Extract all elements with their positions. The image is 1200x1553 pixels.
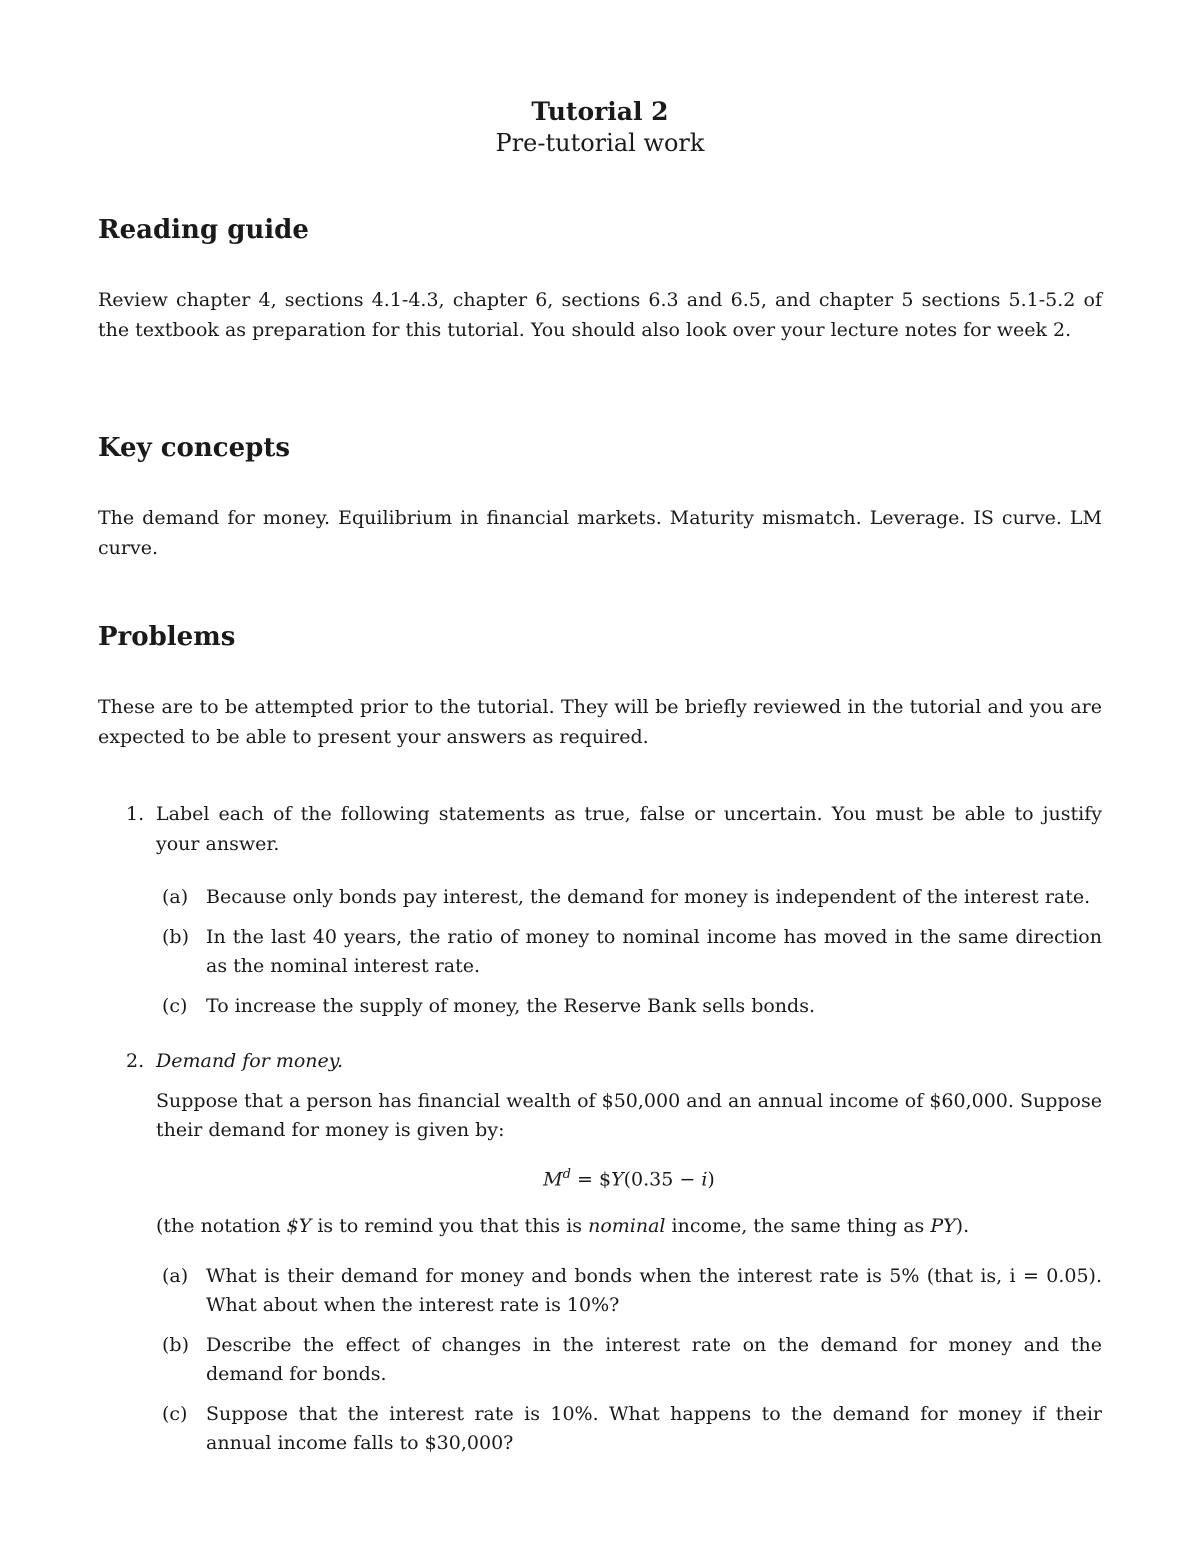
note-text: income, the same thing as <box>665 1215 931 1238</box>
problem-2-body <box>98 1087 1102 1146</box>
note-text: (the notation <box>156 1215 287 1238</box>
notation-note <box>98 1212 1102 1242</box>
equation-superscript: d <box>562 1166 571 1182</box>
part-text: Because only bonds pay interest, the demand for money is independent of the interest rate. <box>206 886 1091 908</box>
problem-2-title: Demand for money. <box>156 1050 344 1072</box>
problem-1-part-b <box>98 923 1102 982</box>
note-symbol: $Y <box>286 1215 312 1238</box>
equation-mid: (0.35 − <box>623 1167 702 1190</box>
note-text: ). <box>955 1215 970 1238</box>
note-symbol: PY <box>930 1215 956 1238</box>
part-text: In the last 40 years, the ratio of money to nominal income has moved in the same direction as the nominal interest rate. <box>206 925 1102 977</box>
part-text: Suppose that the interest rate is 10%. What happens to the demand for money if their annual income falls to $30,000? <box>206 1402 1102 1455</box>
reading-guide-heading: Reading guide <box>98 215 309 245</box>
part-label: (c) <box>162 1402 188 1425</box>
reading-guide-text: Review chapter 4, sections 4.1-4.3, chapter 6, sections 6.3 and 6.5, and chapter 5 sections 5.1-5.2 of the textbook as preparation for this tutorial. You should also look over your lecture notes for week 2. <box>98 289 1102 341</box>
part-label: (a) <box>162 1264 189 1287</box>
document-subtitle: Pre-tutorial work <box>495 129 705 157</box>
problem-1-part-c <box>98 992 1102 1022</box>
problem-2 <box>98 1047 1102 1077</box>
problem-2-text: Suppose that a person has financial wealth of $50,000 and an annual income of $60,000. Suppose their demand for money is given by: <box>156 1089 1102 1141</box>
problem-list <box>98 800 1102 1459</box>
money-demand-equation <box>98 1160 1102 1195</box>
part-text: Describe the effect of changes in the interest rate on the demand for money and the demand for bonds. <box>206 1333 1102 1386</box>
key-concepts-heading: Key concepts <box>98 433 291 463</box>
note-text: is to remind you that this is <box>311 1215 589 1238</box>
title-block <box>98 96 1102 158</box>
note-emphasis: nominal <box>588 1215 666 1238</box>
part-text: To increase the supply of money, the Reserve Bank sells bonds. <box>206 994 815 1017</box>
equation-i: i <box>701 1167 708 1190</box>
part-label: (b) <box>162 1333 189 1356</box>
problems-intro: These are to be attempted prior to the tutorial. They will be briefly reviewed in the tutorial and you are expected to be able to present your answers as required. <box>98 696 1102 748</box>
key-concepts-text: The demand for money. Equilibrium in financial markets. Maturity mismatch. Leverage. IS curve. LM curve. <box>98 507 1102 559</box>
part-text: What is their demand for money and bonds when the interest rate is 5% (that is, i = 0.05). What about when the interest rate is 10%? <box>206 1264 1102 1317</box>
problem-2-part-b <box>98 1331 1102 1390</box>
equation-equals: = $ <box>570 1167 612 1190</box>
problem-1-text: Label each of the following statements as true, false or uncertain. You must be able to justify your answer. <box>156 803 1102 855</box>
document-title: Tutorial 2 <box>531 97 669 126</box>
problem-1-part-a <box>98 883 1102 913</box>
equation-y: Y <box>611 1167 624 1190</box>
problem-2-part-a <box>98 1262 1102 1321</box>
problem-1 <box>98 800 1102 859</box>
problem-number: 1. <box>126 803 145 825</box>
problems-heading: Problems <box>98 622 236 652</box>
equation-close: ) <box>707 1167 715 1190</box>
part-label: (c) <box>162 994 188 1017</box>
part-label: (b) <box>162 925 189 948</box>
part-label: (a) <box>162 886 189 908</box>
equation-lhs: M <box>543 1167 563 1190</box>
problem-number: 2. <box>126 1050 145 1072</box>
problem-2-part-c <box>98 1400 1102 1459</box>
